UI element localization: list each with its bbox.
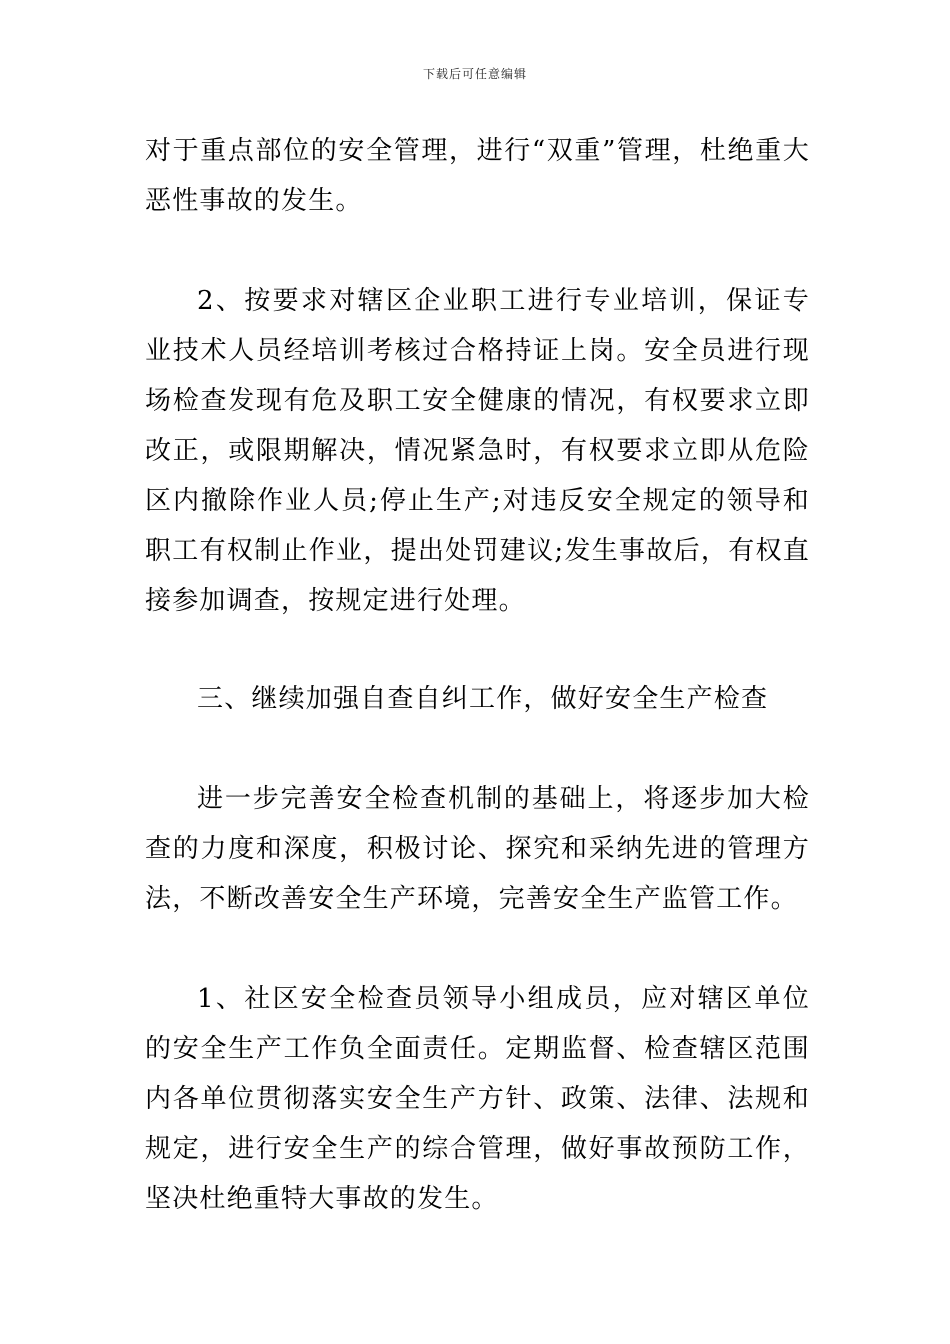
paragraph-training: 2、按要求对辖区企业职工进行专业培训，保证专业技术人员经培训考核过合格持证上岗。安全员进行现场检查发现有危及职工安全健康的情况，有权要求立即改正，或限期解决，情况紧急时，有权要求立即从危险区内撤除作业人员;停止生产;对违反安全规定的领导和职工有权制止作业，提出处罚建议;发生事故后，有权直接参加调查，按规定进行处理。 — [145, 286, 810, 616]
section-heading-self-inspection: 三、继续加强自查自纠工作，做好安全生产检查 — [197, 684, 769, 714]
paragraph-inspector-group: 1、社区安全检查员领导小组成员，应对辖区单位的安全生产工作负全面责任。定期监督、检查辖区范围内各单位贯彻落实安全生产方针、政策、法律、法规和规定，进行安全生产的综合管理，做好事故预防工作，坚决杜绝重特大事故的发生。 — [145, 984, 810, 1214]
paragraph-continuation: 对于重点部位的安全管理，进行“双重”管理，杜绝重大恶性事故的发生。 — [145, 136, 810, 216]
paragraph-inspection-mechanism: 进一步完善安全检查机制的基础上，将逐步加大检查的力度和深度，积极讨论、探究和采纳先进的管理方法，不断改善安全生产环境，完善安全生产监管工作。 — [145, 784, 810, 914]
page-header-note: 下载后可任意编辑 — [422, 67, 527, 81]
